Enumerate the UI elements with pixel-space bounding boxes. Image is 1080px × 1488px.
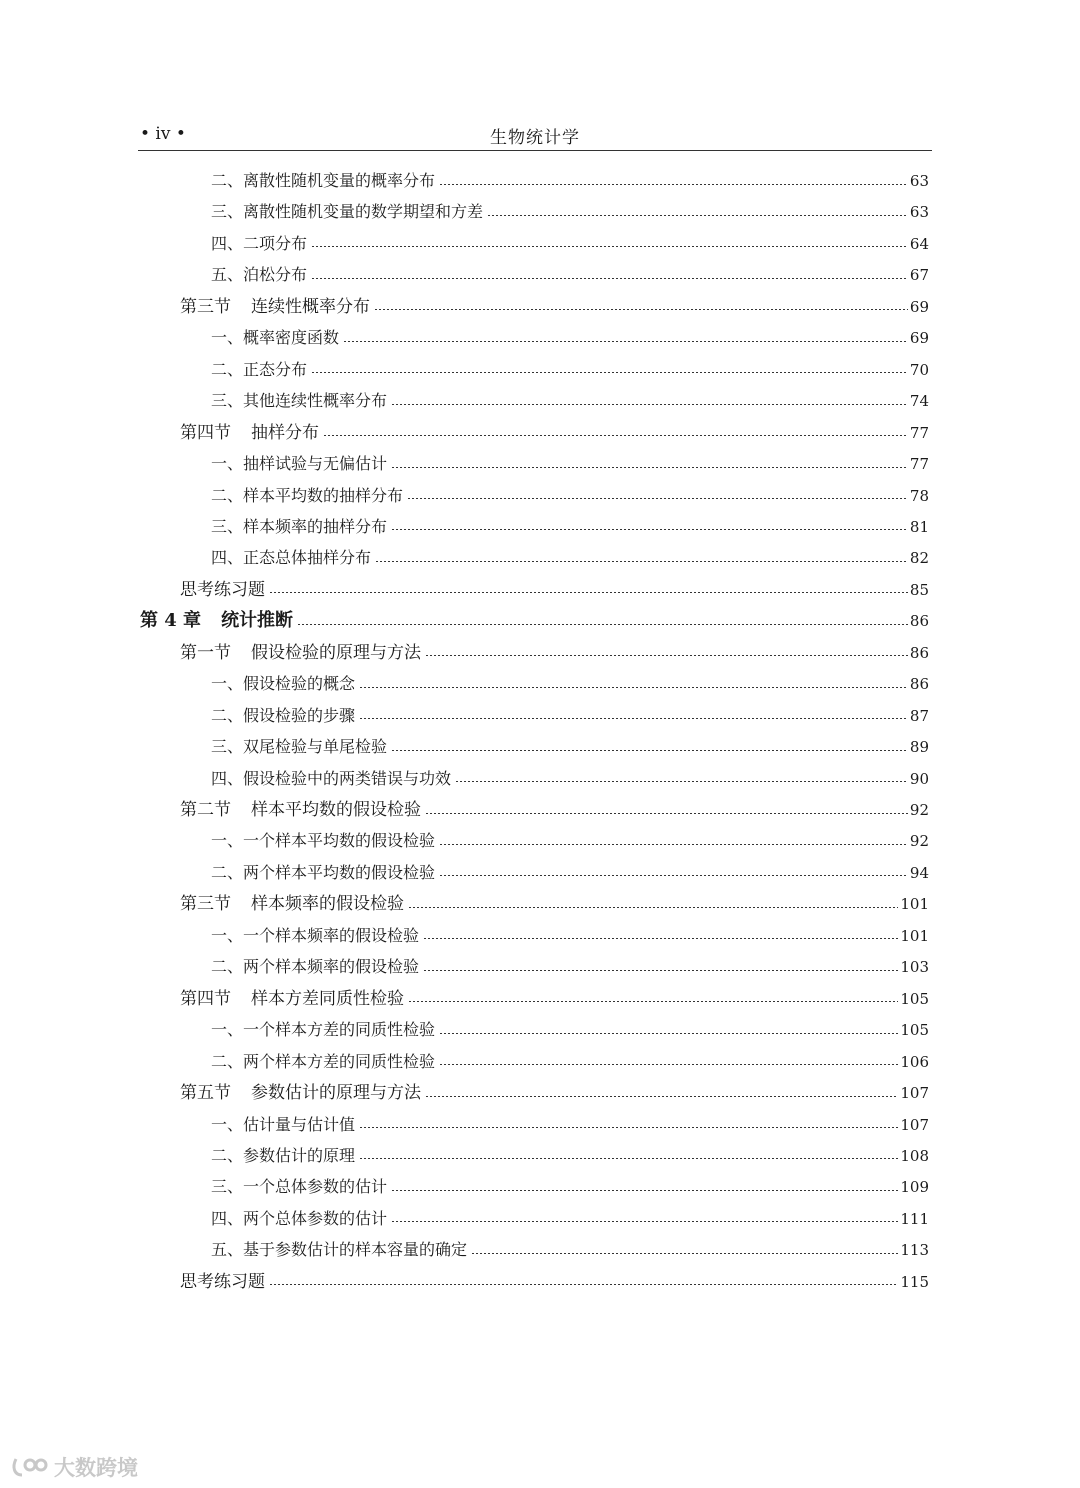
page-folio: • iv • <box>140 124 186 144</box>
section-title: 抽样分布 <box>251 422 319 443</box>
page-number: 105 <box>900 1021 929 1040</box>
toc-entry-chapter <box>140 607 929 635</box>
page-number: 78 <box>909 486 929 505</box>
page-number: 82 <box>909 549 929 568</box>
toc-item-label: 一、一个样本方差的同质性检验 <box>211 1020 436 1040</box>
toc-item-label: 一、假设检验的概念 <box>211 674 356 694</box>
section-title: 样本频率的假设检验 <box>251 894 404 915</box>
toc-entry-item <box>211 1205 929 1233</box>
watermark-text: 大数跨境 <box>54 1456 138 1480</box>
toc-entry-section <box>180 1079 929 1107</box>
toc-item-label: 二、两个样本方差的同质性检验 <box>211 1051 436 1071</box>
toc-entry-item <box>211 702 929 730</box>
chapter-number: 第 4 章 <box>140 610 202 632</box>
page-number: 67 <box>909 266 929 285</box>
toc-item-label: 二、假设检验的步骤 <box>211 705 356 725</box>
section-number: 第四节 <box>180 988 231 1009</box>
dot-leader <box>311 372 908 373</box>
toc-item-label: 一、抽样试验与无偏估计 <box>211 454 388 474</box>
page-number: 63 <box>909 203 929 222</box>
dot-leader <box>425 1096 898 1097</box>
page-number: 107 <box>900 1084 929 1103</box>
page-number: 101 <box>900 926 929 945</box>
section-title: 连续性概率分布 <box>251 296 370 317</box>
section-number: 第三节 <box>180 894 231 915</box>
dot-leader <box>455 781 908 782</box>
dot-leader <box>487 215 908 216</box>
toc-entry-section <box>180 293 929 321</box>
section-label <box>180 985 406 1013</box>
section-title: 样本方差同质性检验 <box>251 988 404 1009</box>
toc-item-label: 二、两个样本频率的假设检验 <box>211 957 420 977</box>
dot-leader <box>269 592 908 593</box>
toc-item-label: 四、正态总体抽样分布 <box>211 548 372 568</box>
section-number: 第五节 <box>180 1083 231 1104</box>
dot-leader <box>439 184 908 185</box>
toc-item-label: 一、估计量与估计值 <box>211 1114 356 1134</box>
toc-entry-item <box>211 513 929 541</box>
toc-item-label: 四、二项分布 <box>211 233 308 253</box>
page-number: 89 <box>909 738 929 757</box>
toc-entry-section <box>180 639 929 667</box>
section-number: 思考练习题 <box>180 1271 265 1292</box>
running-header <box>138 122 932 151</box>
toc-entry-item <box>211 482 929 510</box>
toc-entry-item <box>211 1111 929 1139</box>
toc-entry-section <box>180 796 929 824</box>
page-number: 70 <box>909 360 929 379</box>
page-number: 86 <box>909 675 929 694</box>
toc-entry-item <box>211 324 929 352</box>
page-number: 103 <box>900 958 929 977</box>
page-number: 94 <box>909 863 929 882</box>
logo-icon <box>10 1453 50 1481</box>
chapter-title: 统计推断 <box>221 610 294 632</box>
toc-item-label: 二、正态分布 <box>211 359 308 379</box>
dot-leader <box>359 687 908 688</box>
toc-item-label: 四、两个总体参数的估计 <box>211 1208 388 1228</box>
dot-leader <box>391 467 908 468</box>
toc-item-label: 一、概率密度函数 <box>211 328 340 348</box>
toc-entry-item <box>211 544 929 572</box>
toc-entry-section <box>180 419 929 447</box>
section-label <box>180 576 267 604</box>
toc-item-label: 二、样本平均数的抽样分布 <box>211 485 404 505</box>
toc-entry-item <box>211 167 929 195</box>
section-title: 参数估计的原理与方法 <box>251 1083 421 1104</box>
dot-leader <box>323 435 908 436</box>
toc-entry-item <box>211 733 929 761</box>
toc-entry-item <box>211 953 929 981</box>
toc-entry-item <box>211 387 929 415</box>
dot-leader <box>423 938 898 939</box>
page-number: 115 <box>900 1272 929 1291</box>
toc-entry-item <box>211 1142 929 1170</box>
section-number: 第三节 <box>180 296 231 317</box>
page-number: 77 <box>909 455 929 474</box>
page-number: 81 <box>909 517 929 536</box>
page-number: 108 <box>900 1146 929 1165</box>
toc-item-label: 二、两个样本平均数的假设检验 <box>211 862 436 882</box>
dot-leader <box>311 246 908 247</box>
toc-item-label: 三、离散性随机变量的数学期望和方差 <box>211 202 484 222</box>
page-number: 77 <box>909 423 929 442</box>
toc-item-label: 五、基于参数估计的样本容量的确定 <box>211 1240 468 1260</box>
toc-entry-item <box>211 827 929 855</box>
dot-leader <box>374 309 908 310</box>
section-label <box>180 293 372 321</box>
page-number: 113 <box>900 1241 929 1260</box>
toc-entry-item <box>211 261 929 289</box>
dot-leader <box>269 1284 898 1285</box>
toc-entry-item <box>211 450 929 478</box>
dot-leader <box>391 529 908 530</box>
page-number: 86 <box>909 643 929 662</box>
page-number: 90 <box>909 769 929 788</box>
dot-leader <box>471 1253 898 1254</box>
dot-leader <box>408 1001 898 1002</box>
toc-entry-item <box>211 1236 929 1264</box>
section-label <box>180 1079 423 1107</box>
section-title: 样本平均数的假设检验 <box>251 800 421 820</box>
toc-entry-section <box>180 890 929 918</box>
section-label <box>180 419 321 447</box>
section-title: 假设检验的原理与方法 <box>251 642 421 663</box>
dot-leader <box>408 907 898 908</box>
section-number: 第一节 <box>180 642 231 663</box>
dot-leader <box>391 1190 898 1191</box>
dot-leader <box>375 561 908 562</box>
dot-leader <box>439 1033 898 1034</box>
chapter-label <box>140 607 295 635</box>
toc-entry-item <box>211 230 929 258</box>
section-number: 第二节 <box>180 800 231 820</box>
dot-leader <box>439 844 908 845</box>
dot-leader <box>407 498 908 499</box>
dot-leader <box>359 718 908 719</box>
page-number: 106 <box>900 1052 929 1071</box>
dot-leader <box>297 624 908 625</box>
page-number: 74 <box>909 392 929 411</box>
page-number: 92 <box>909 832 929 851</box>
page-number: 92 <box>909 801 929 819</box>
toc-item-label: 二、离散性随机变量的概率分布 <box>211 171 436 190</box>
toc-entry-section <box>180 1268 929 1296</box>
toc-item-label: 一、一个样本频率的假设检验 <box>211 925 420 945</box>
dot-leader <box>439 875 908 876</box>
section-label <box>180 1268 267 1296</box>
toc-entry-item <box>211 1016 929 1044</box>
toc-item-label: 一、一个样本平均数的假设检验 <box>211 831 436 851</box>
toc-entry-item <box>211 765 929 793</box>
dot-leader <box>391 404 908 405</box>
toc-item-label: 四、假设检验中的两类错误与功效 <box>211 768 452 788</box>
page-number: 101 <box>900 895 929 914</box>
section-number: 思考练习题 <box>180 579 265 600</box>
toc-entry-section <box>180 985 929 1013</box>
dot-leader <box>425 655 908 656</box>
page-number: 109 <box>900 1178 929 1197</box>
page-number: 63 <box>909 172 929 190</box>
toc-item-label: 二、参数估计的原理 <box>211 1145 356 1165</box>
page-number: 64 <box>909 234 929 253</box>
dot-leader <box>359 1127 898 1128</box>
page-number: 105 <box>900 989 929 1008</box>
book-title: 生物统计学 <box>490 128 580 148</box>
dot-leader <box>423 970 898 971</box>
section-label <box>180 796 423 824</box>
toc-entry-item <box>211 859 929 887</box>
section-number: 第四节 <box>180 422 231 443</box>
toc-item-label: 三、双尾检验与单尾检验 <box>211 737 388 757</box>
page-number: 111 <box>900 1209 929 1228</box>
dot-leader <box>343 341 908 342</box>
toc-entry-item <box>211 670 929 698</box>
toc-entry-section <box>180 576 929 604</box>
watermark <box>10 1452 138 1482</box>
toc-entry-item <box>211 198 929 226</box>
dot-leader <box>391 1221 898 1222</box>
toc-entry-item <box>211 922 929 950</box>
section-label <box>180 890 406 918</box>
toc-entry-item <box>211 1048 929 1076</box>
page-number: 85 <box>909 580 929 599</box>
dot-leader <box>391 750 908 751</box>
page-number: 86 <box>909 612 929 631</box>
dot-leader <box>425 813 908 814</box>
toc-item-label: 三、其他连续性概率分布 <box>211 391 388 411</box>
dot-leader <box>359 1158 898 1159</box>
dot-leader <box>439 1064 898 1065</box>
page-number: 87 <box>909 706 929 725</box>
section-label <box>180 639 423 667</box>
toc-entry-item <box>211 356 929 384</box>
toc-entry-item <box>211 1173 929 1201</box>
toc-item-label: 三、一个总体参数的估计 <box>211 1177 388 1197</box>
page-number: 69 <box>909 297 929 316</box>
page-number: 107 <box>900 1115 929 1134</box>
toc-item-label: 三、样本频率的抽样分布 <box>211 516 388 536</box>
page-number: 69 <box>909 329 929 348</box>
dot-leader <box>311 278 908 279</box>
toc-item-label: 五、泊松分布 <box>211 265 308 285</box>
